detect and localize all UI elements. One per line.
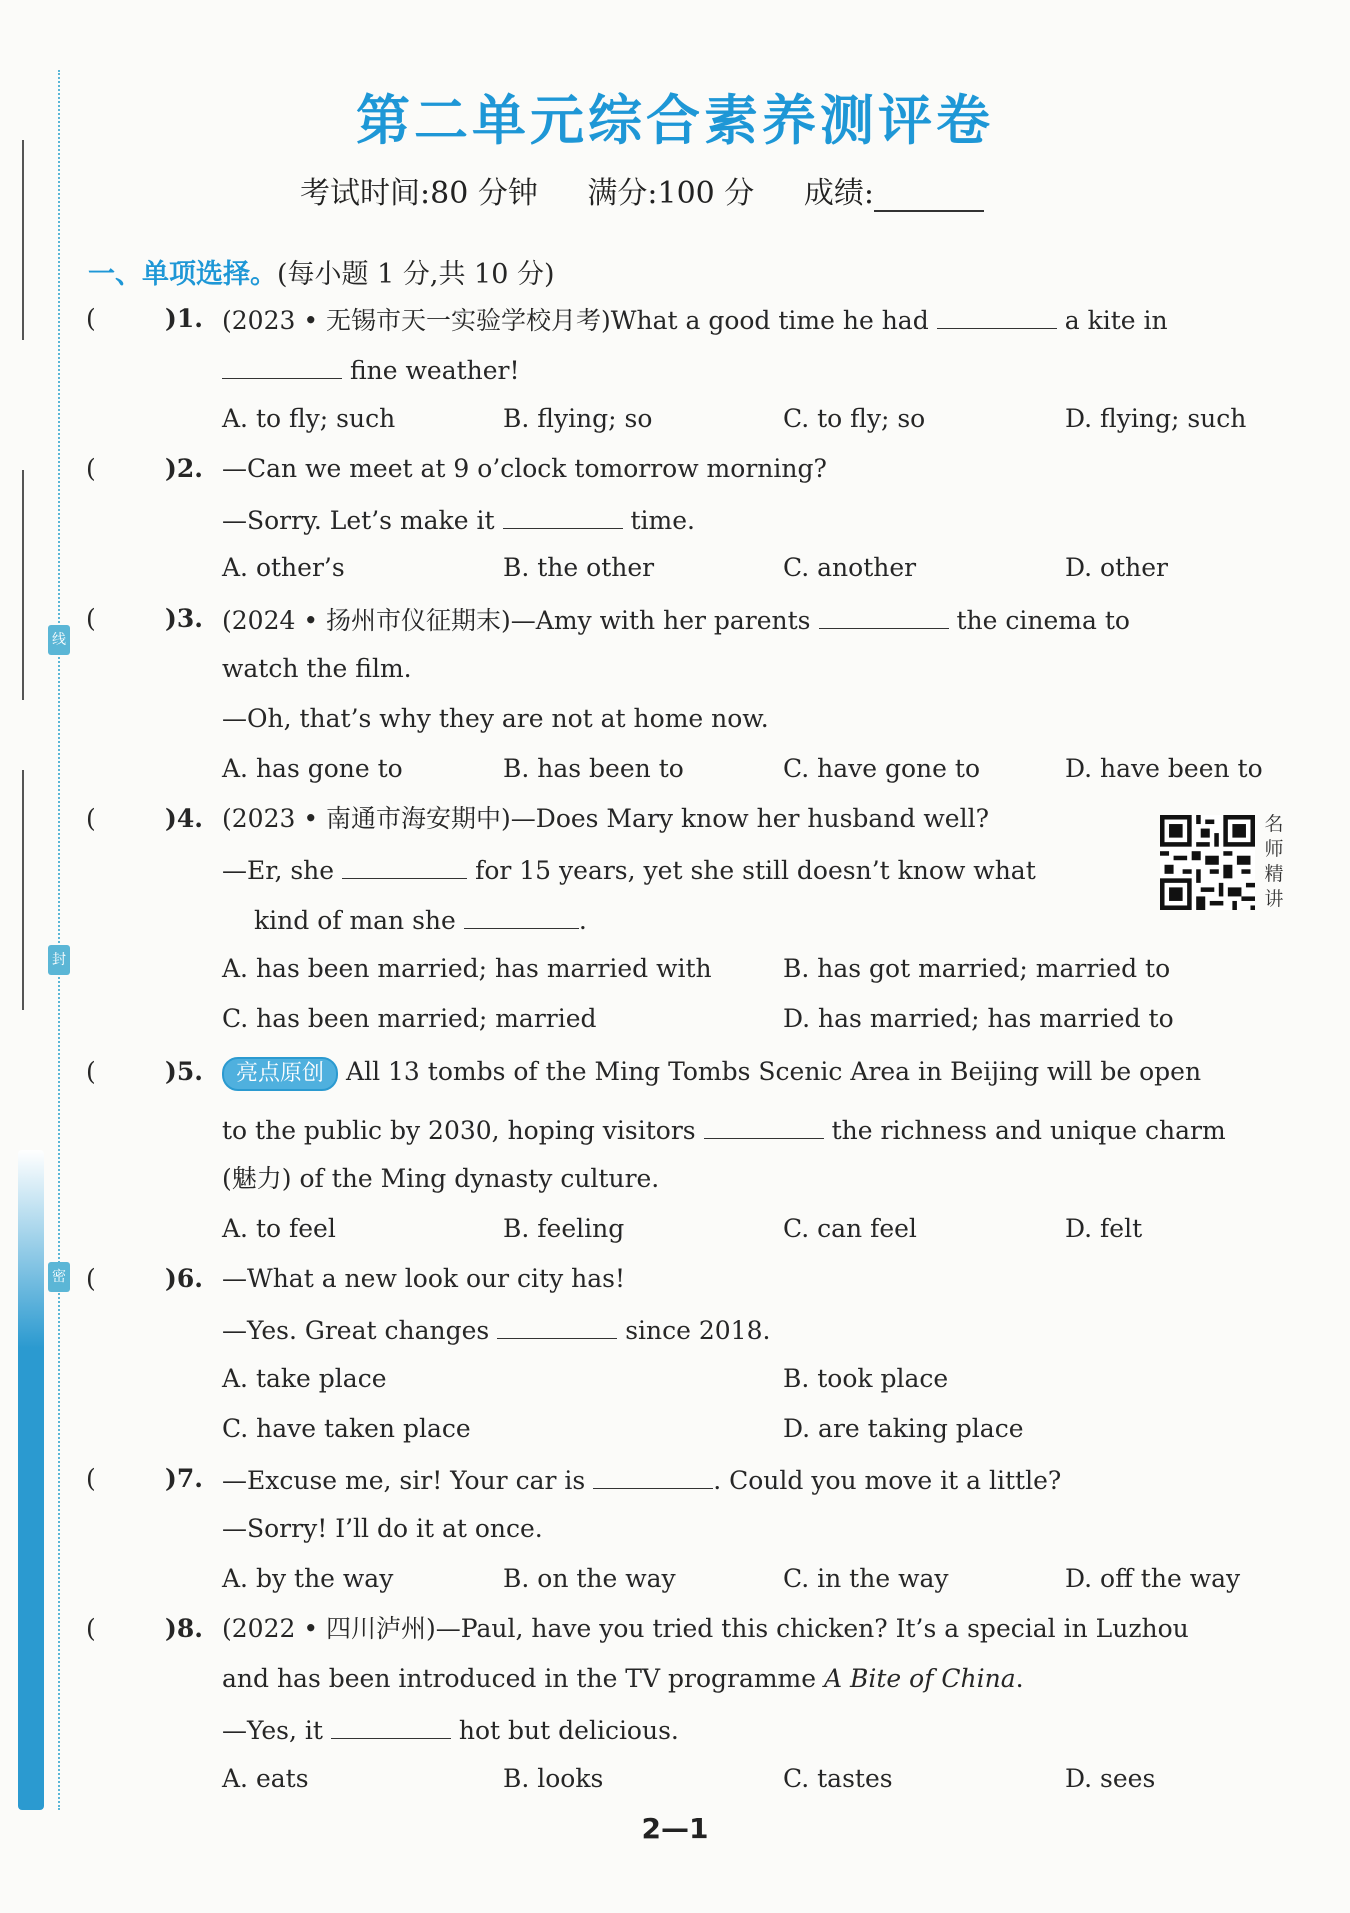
question-text: —Oh, that’s why they are not at home now. [222, 704, 769, 733]
exam-info [300, 168, 984, 212]
option-b[interactable]: B. has got married; married to [783, 954, 1171, 983]
option-a[interactable]: A. to fly; such [222, 404, 396, 433]
option-c[interactable]: C. tastes [783, 1764, 893, 1793]
question-number: )4. [165, 804, 203, 833]
question-text: —Yes. Great changes since 2018. [222, 1312, 770, 1348]
section-title: 一、单项选择。 [88, 259, 277, 290]
option-a[interactable]: A. by the way [222, 1564, 394, 1593]
answer-paren[interactable]: ( [86, 604, 96, 633]
question-text: —Er, she for 15 years, yet she still doesn’t know what [222, 852, 1036, 888]
option-c[interactable]: C. in the way [783, 1564, 949, 1593]
question-text: —Can we meet at 9 o’clock tomorrow morning? [222, 454, 827, 483]
answer-paren[interactable]: ( [86, 804, 96, 833]
question-text: —Yes, it hot but delicious. [222, 1712, 679, 1748]
option-a[interactable]: A. other’s [222, 553, 345, 582]
section-note: (每小题 1 分,共 10 分) [277, 259, 555, 290]
option-b[interactable]: B. took place [783, 1364, 949, 1393]
option-c[interactable]: C. has been married; married [222, 1004, 597, 1033]
question-number: )5. [165, 1057, 203, 1086]
question-text: and has been introduced in the TV programme A Bite of China. [222, 1664, 1024, 1693]
question-text: —Sorry. Let’s make it time. [222, 502, 695, 538]
answer-blank[interactable] [464, 902, 579, 929]
option-d[interactable]: D. sees [1065, 1764, 1156, 1793]
answer-blank[interactable] [497, 1312, 617, 1339]
answer-paren[interactable]: ( [86, 304, 96, 333]
option-c[interactable]: C. to fly; so [783, 404, 926, 433]
answer-paren[interactable]: ( [86, 454, 96, 483]
option-a[interactable]: A. to feel [222, 1214, 336, 1243]
question-text: kind of man she . [254, 902, 587, 938]
question-text: (2022 • 四川泸州)—Paul, have you tried this chicken? It’s a special in Luzhou [222, 1614, 1189, 1643]
option-d[interactable]: D. have been to [1065, 754, 1263, 783]
answer-blank[interactable] [937, 302, 1057, 329]
question-text: (魅力) of the Ming dynasty culture. [222, 1164, 660, 1193]
option-b[interactable]: B. looks [503, 1764, 604, 1793]
option-c[interactable]: C. have taken place [222, 1414, 471, 1443]
question-text: (2023 • 无锡市天一实验学校月考)What a good time he had a kite in [222, 302, 1168, 338]
option-b[interactable]: B. flying; so [503, 404, 653, 433]
answer-blank[interactable] [819, 602, 949, 629]
answer-blank[interactable] [222, 352, 342, 379]
binding-mark: 线 [48, 625, 70, 655]
answer-blank[interactable] [593, 1462, 713, 1489]
question-text: —What a new look our city has! [222, 1264, 626, 1293]
question-text: —Excuse me, sir! Your car is . Could you move it a little? [222, 1462, 1061, 1498]
question-text: —Sorry! I’ll do it at once. [222, 1514, 543, 1543]
page-title: 第二单元综合素养测评卷 [356, 89, 994, 152]
option-d[interactable]: D. off the way [1065, 1564, 1241, 1593]
option-b[interactable]: B. has been to [503, 754, 684, 783]
binding-mark: 封 [48, 945, 70, 975]
answer-blank[interactable] [704, 1112, 824, 1139]
option-c[interactable]: C. have gone to [783, 754, 980, 783]
answer-blank[interactable] [503, 502, 623, 529]
answer-blank[interactable] [342, 852, 467, 879]
section-heading [88, 252, 555, 291]
page-number: 2—1 [641, 1812, 709, 1845]
question-number: )1. [165, 304, 203, 333]
answer-paren[interactable]: ( [86, 1057, 96, 1086]
binding-mark: 密 [48, 1262, 70, 1292]
question-number: )8. [165, 1614, 203, 1643]
question-number: )6. [165, 1264, 203, 1293]
binding-rule [22, 140, 24, 340]
qr-caption: 名 师 精 讲 [1264, 813, 1284, 910]
full-score: 满分:100 分 [587, 176, 755, 211]
option-c[interactable]: C. can feel [783, 1214, 917, 1243]
option-a[interactable]: A. eats [222, 1764, 309, 1793]
answer-blank[interactable] [331, 1712, 451, 1739]
question-text: 亮点原创 All 13 tombs of the Ming Tombs Scenic Area in Beijing will be open [222, 1055, 1201, 1091]
question-text: fine weather! [222, 352, 520, 388]
question-number: )2. [165, 454, 203, 483]
answer-paren[interactable]: ( [86, 1464, 96, 1493]
option-a[interactable]: A. has gone to [222, 754, 403, 783]
question-text: (2024 • 扬州市仪征期末)—Amy with her parents the cinema to [222, 602, 1130, 638]
score-blank[interactable] [874, 182, 984, 212]
option-d[interactable]: D. flying; such [1065, 404, 1247, 433]
binding-rule [22, 470, 24, 700]
original-badge: 亮点原创 [222, 1057, 338, 1091]
option-b[interactable]: B. feeling [503, 1214, 625, 1243]
option-d[interactable]: D. are taking place [783, 1414, 1024, 1443]
question-number: )3. [165, 604, 203, 633]
question-number: )7. [165, 1464, 203, 1493]
binding-rule [22, 770, 24, 1010]
option-a[interactable]: A. has been married; has married with [222, 954, 712, 983]
option-c[interactable]: C. another [783, 553, 917, 582]
score-label: 成绩: [803, 176, 874, 211]
option-d[interactable]: D. other [1065, 553, 1168, 582]
option-b[interactable]: B. on the way [503, 1564, 676, 1593]
answer-paren[interactable]: ( [86, 1264, 96, 1293]
option-b[interactable]: B. the other [503, 553, 655, 582]
option-d[interactable]: D. felt [1065, 1214, 1143, 1243]
binding-band [18, 1150, 44, 1810]
binding-dotted-line [58, 70, 60, 1810]
question-text: watch the film. [222, 654, 412, 683]
exam-time: 考试时间:80 分钟 [300, 176, 538, 211]
answer-paren[interactable]: ( [86, 1614, 96, 1643]
qr-code-icon[interactable] [1160, 815, 1255, 910]
question-text: (2023 • 南通市海安期中)—Does Mary know her husband well? [222, 804, 989, 833]
question-text: to the public by 2030, hoping visitors the richness and unique charm [222, 1112, 1226, 1148]
option-a[interactable]: A. take place [222, 1364, 387, 1393]
option-d[interactable]: D. has married; has married to [783, 1004, 1174, 1033]
